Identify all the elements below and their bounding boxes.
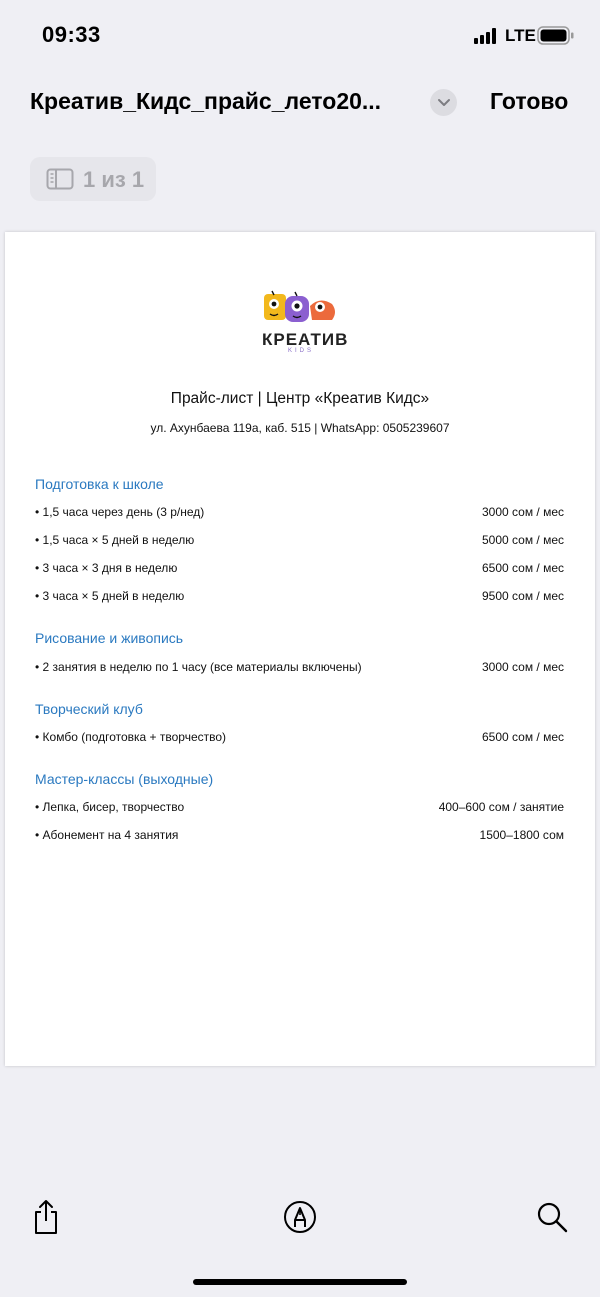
price-row-label: • Лепка, бисер, творчество	[35, 800, 185, 814]
search-icon	[536, 1201, 568, 1233]
document-page[interactable]	[5, 232, 595, 1066]
logo	[262, 290, 349, 356]
price-row-price: 6500 сом / мес	[481, 730, 564, 744]
address-line: ул. Ахунбаева 119а, каб. 515 | WhatsApp: 0505239607	[150, 421, 450, 435]
price-row	[35, 505, 564, 523]
price-row-label: • 2 занятия в неделю по 1 часу (все материалы включены)	[35, 660, 362, 674]
markup-icon	[283, 1200, 317, 1234]
logo-subtext: KIDS	[287, 348, 314, 354]
price-row	[35, 828, 564, 846]
price-row-price: 9500 сом / мес	[481, 589, 564, 603]
status-time: 09:33	[42, 22, 101, 47]
section-title: Творческий клуб	[35, 701, 143, 717]
sidebar-icon	[46, 168, 74, 190]
bottom-toolbar	[0, 1195, 600, 1241]
price-row	[35, 561, 564, 579]
price-row-price: 6500 сом / мес	[481, 561, 564, 575]
section-title: Подготовка к школе	[35, 476, 164, 492]
section-title: Мастер-классы (выходные)	[35, 771, 214, 787]
price-row-price: 1500–1800 сом	[479, 828, 564, 842]
price-row-price: 5000 сом / мес	[481, 533, 564, 547]
price-row-price: 3000 сом / мес	[481, 660, 564, 674]
share-button[interactable]	[26, 1195, 66, 1239]
price-list-heading: Прайс-лист | Центр «Креатив Кидс»	[170, 390, 430, 407]
price-row	[35, 660, 564, 678]
price-row	[35, 800, 564, 818]
section-title: Рисование и живопись	[35, 630, 184, 646]
battery-icon	[537, 26, 575, 46]
price-row-price: 400–600 сом / занятие	[438, 800, 564, 814]
page-indicator-label: 1 из 1	[83, 167, 145, 192]
network-label: LTE	[505, 26, 536, 45]
price-row-label: • 1,5 часа × 5 дней в неделю	[35, 533, 195, 547]
logo-text: КРЕАТИВ	[262, 330, 349, 349]
price-row	[35, 589, 564, 607]
home-indicator[interactable]	[193, 1279, 407, 1285]
search-button[interactable]	[532, 1195, 572, 1239]
cellular-signal-icon	[474, 28, 498, 44]
nav-bar	[0, 80, 600, 124]
price-row-label: • Комбо (подготовка + творчество)	[35, 730, 227, 744]
chevron-down-icon	[437, 98, 451, 108]
price-row-label: • Абонемент на 4 занятия	[35, 828, 179, 842]
status-bar	[0, 0, 600, 70]
price-row	[35, 730, 564, 748]
page-indicator-button[interactable]	[30, 157, 156, 201]
price-row	[35, 533, 564, 551]
document-title[interactable]: Креатив_Кидс_прайс_лето20...	[30, 88, 382, 114]
markup-button[interactable]	[280, 1195, 320, 1239]
price-row-label: • 3 часа × 3 дня в неделю	[35, 561, 178, 575]
price-row-price: 3000 сом / мес	[481, 505, 564, 519]
price-row-label: • 3 часа × 5 дней в неделю	[35, 589, 185, 603]
price-row-label: • 1,5 часа через день (3 р/нед)	[35, 505, 205, 519]
logo-mascots-icon	[262, 290, 340, 330]
done-button[interactable]: Готово	[490, 88, 569, 114]
share-icon	[31, 1199, 61, 1235]
title-menu-button[interactable]	[430, 89, 457, 116]
